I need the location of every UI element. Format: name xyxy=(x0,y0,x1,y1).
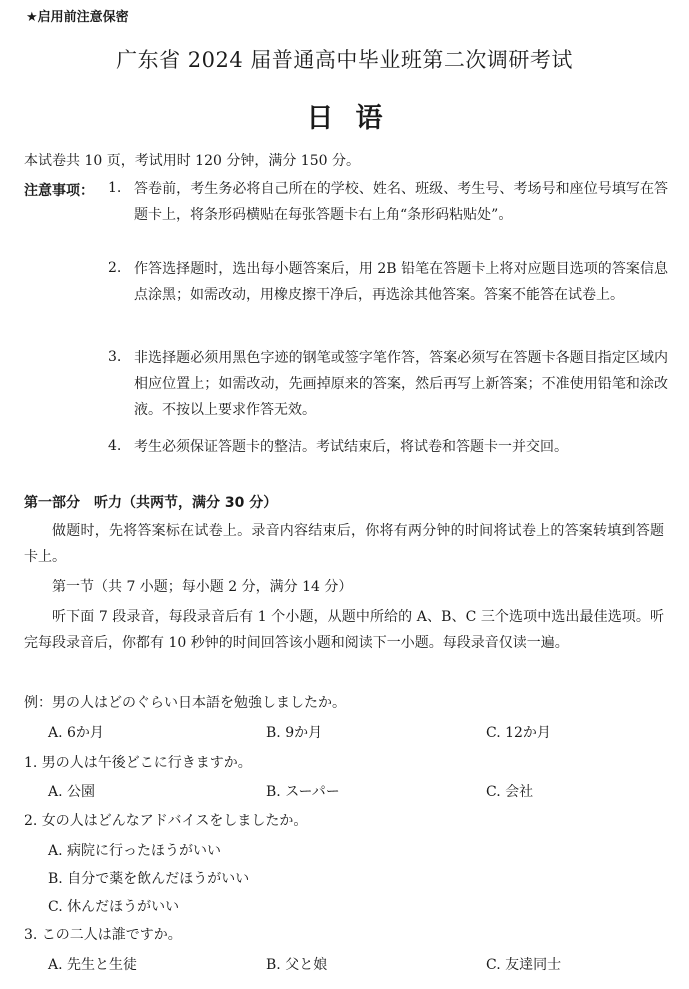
notice-text: 答卷前，考生务必将自己所在的学校、姓名、班级、考生号、考场号和座位号填写在答题卡上，将条形码横贴在每张答题卡右上角“条形码粘贴处”。 xyxy=(134,181,668,223)
notice-text: 非选择题必须用黑色字迹的钢笔或签字笔作答，答案必须写在答题卡各题目指定区域内相应位置上；如需改动，先画掉原来的答案，然后再写上新答案；不准使用铅笔和涂改液。不按以上要求作答无效。 xyxy=(134,350,668,418)
option-c: C. 会社 xyxy=(486,784,534,800)
notice-text: 考生必须保证答题卡的整洁。考试结束后，将试卷和答题卡一并交回。 xyxy=(134,439,568,455)
notice-number: 3. xyxy=(108,349,122,365)
example-options xyxy=(48,722,648,744)
notice-number: 1. xyxy=(108,180,122,196)
notice-item xyxy=(108,434,668,460)
question-3: 3. この二人は誰ですか。 xyxy=(24,927,182,943)
notice-text: 作答选择题时，选出每小题答案后，用 2B 铅笔在答题卡上将对应题目选项的答案信息点涂黑；如需改动，用橡皮擦干净后，再选涂其他答案。答案不能答在试卷上。 xyxy=(134,261,668,303)
question-1: 1. 男の人は午後どこに行きますか。 xyxy=(24,755,252,771)
option-b: B. スーパー xyxy=(266,784,340,800)
option-a: A. 公園 xyxy=(48,784,96,800)
option-a: A. 6か月 xyxy=(48,725,104,741)
part1-instruction: 做题时，先将答案标在试卷上。录音内容结束后，你将有两分钟的时间将试卷上的答案转填到答题卡上。 xyxy=(24,523,664,565)
option-b: B. 父と娘 xyxy=(266,957,328,973)
notice-item xyxy=(108,345,668,423)
section1-instruction: 听下面 7 段录音，每段录音后有 1 个小题，从题中所给的 A、B、C 三个选项中选出最佳选项。听完每段录音后，你都有 10 秒钟的时间回答该小题和阅读下一小题。每段录音仅读一遍。 xyxy=(24,609,664,651)
notice-label: 注意事项： xyxy=(24,183,94,199)
option-a: A. 先生と生徒 xyxy=(48,957,138,973)
option-a: A. 病院に行ったほうがいい xyxy=(48,843,222,859)
exam-title: 广东省 2024 届普通高中毕业班第二次调研考试 xyxy=(116,48,573,72)
option-c: C. 休んだほうがいい xyxy=(48,899,180,915)
question-2: 2. 女の人はどんなアドバイスをしましたか。 xyxy=(24,813,308,829)
secret-mark: ★启用前注意保密 xyxy=(26,10,129,25)
option-b: B. 自分で薬を飲んだほうがいい xyxy=(48,871,250,887)
question-3-options xyxy=(48,954,648,976)
option-c: C. 友達同士 xyxy=(486,957,562,973)
subject-title: 日语 xyxy=(306,103,405,134)
option-b: B. 9か月 xyxy=(266,725,323,741)
example-question: 例：男の人はどのぐらい日本語を勉強しましたか。 xyxy=(24,695,346,711)
notice-number: 4. xyxy=(108,438,122,454)
question-1-options xyxy=(48,781,648,803)
part1-heading: 第一部分 听力（共两节，满分 30 分） xyxy=(24,495,278,511)
notice-number: 2. xyxy=(108,260,122,276)
section1-heading: 第一节（共 7 小题；每小题 2 分，满分 14 分） xyxy=(52,579,353,595)
exam-info: 本试卷共 10 页，考试用时 120 分钟，满分 150 分。 xyxy=(24,153,360,169)
notice-item xyxy=(108,256,668,308)
option-c: C. 12か月 xyxy=(486,725,551,741)
notice-item xyxy=(108,176,668,228)
